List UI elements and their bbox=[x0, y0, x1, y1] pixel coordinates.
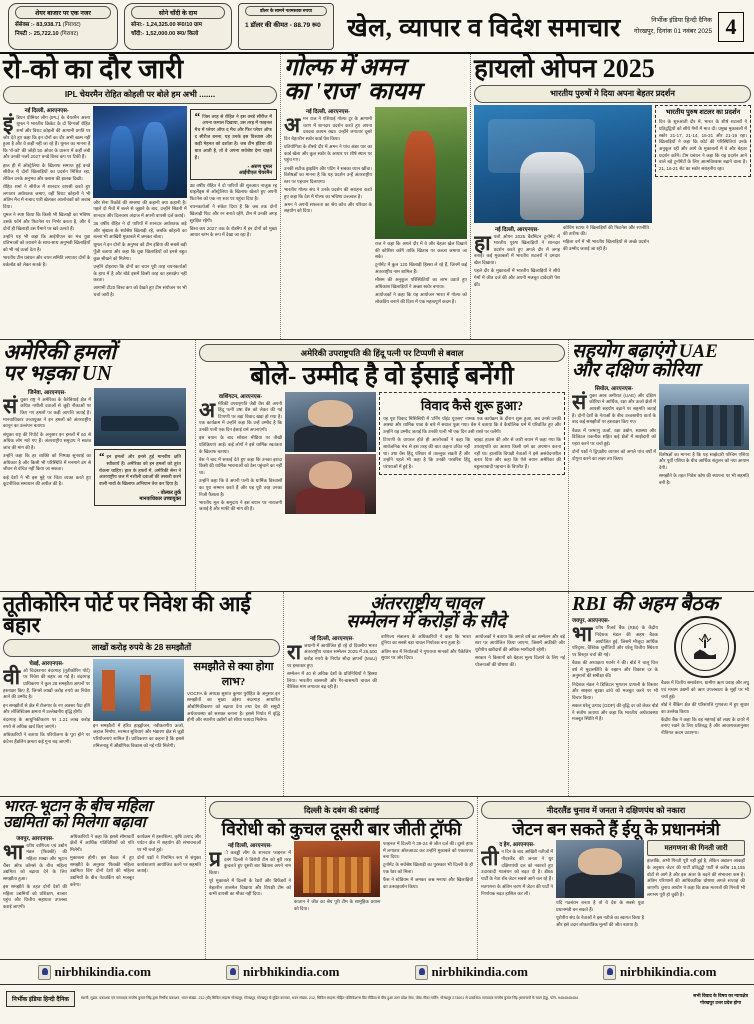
un-para: संयुक्त राष्ट्र की रिपोर्ट के अनुसार इन हमलों में 60 से अधिक लोग मारे गए हैं। अंतरराष्ट्रीय समुदाय ने स्वतंत्र जांच की मांग की है। bbox=[3, 431, 91, 450]
rice-dropcap: रा bbox=[287, 639, 302, 664]
rbi-byline: जयपुर, आरएनएस- bbox=[572, 618, 610, 625]
roko-para: आगामी टी20 विश्व कप को देखते हुए टीम संयोजन पर भी चर्चा जारी है। bbox=[93, 285, 187, 298]
rbi-logo-icon bbox=[674, 616, 736, 678]
jurisdiction-line2: गोरखपुर उत्तर प्रदेश होगा bbox=[700, 1000, 742, 1005]
netherlands-kicker: नीदरलैंड चुनाव में जनता ने दक्षिणपंथ को नकारा bbox=[481, 801, 751, 819]
sensex-note: (गिरावट) bbox=[62, 22, 81, 28]
roko-para: धूमल ने स्पष्ट किया कि किसी भी खिलाड़ी का भविष्य उसके फॉर्म और फिटनेस पर निर्भर करता है, और ये दोनों ही खिलाड़ी उस पैमाने पर खरे उतरते हैं। bbox=[3, 212, 91, 231]
rbi-headline: RBI की अहम बैठक bbox=[572, 593, 719, 615]
rice-para: सरकार ने किसानों को बेहतर मूल्य दिलाने के लिए नई योजनाओं की घोषणा की। bbox=[475, 655, 565, 667]
uae-body-cont bbox=[659, 452, 749, 487]
rbi-logo-glyph bbox=[688, 630, 722, 664]
golf-body bbox=[284, 112, 372, 215]
bhutan-headline-line1: भारत-भूटान के बीच महिला bbox=[3, 798, 152, 815]
rice-body-c3 bbox=[475, 634, 565, 669]
article-roko bbox=[0, 54, 281, 339]
bhutan-para: कार्यक्रम में हस्तशिल्प, कृषि उत्पाद और पर्यटन क्षेत्र में सहयोग की संभावनाओं पर भी चर्चा हुई। bbox=[137, 833, 201, 852]
roko-dropcap: इं bbox=[3, 111, 14, 136]
publication-place-date: गोरखपुर, दिनांक 01 नवंबर 2025 bbox=[633, 27, 712, 35]
article-un bbox=[0, 340, 196, 591]
silver-value: 1,52,000.00 रू0/ किलो bbox=[145, 30, 199, 37]
roko-para: डियन प्रीमियर लीग (IPL) के चेयरमैन अरुण धूमल ने भारतीय क्रिकेट के दो दिग्गजों रोहित शर्मा और विराट कोहली की आगामी प्रगति पर जोर देते हुए कहा कि इन दोनों का दौर अभी खत्म नहीं हुआ है और वे कहीं नहीं जा रहे हैं। धूमल का मानना है कि 'रो-को' की जोड़ी 50 ओवर के प्रारूप में कहीं लंबी और उनकी नजरें 2027 वनडे विश्व कप पर टिकी हैं। bbox=[3, 114, 91, 160]
roko-para: विश्व कप 2027 तक के रोडमैप में इन दोनों को मुख्य आधार स्तंभ के रूप में देखा जा रहा है। bbox=[189, 225, 277, 238]
vance-dispute-col2: टिप्पणी के वायरल होते ही आलोचकों ने कहा कि सार्वजनिक मंच से इस तरह की बात कहना उचित नहीं था। उषा वेंस हिंदू परिवार से ताल्लुक रखती हैं और उन्होंने पहले भी कहा है कि उनकी परवरिश हिंदू परंपराओं में हुई है। bbox=[383, 437, 471, 470]
stock-market-box bbox=[8, 3, 118, 50]
roko-headline: रो-को का दौर जारी bbox=[3, 54, 184, 84]
rice-body bbox=[287, 639, 377, 691]
rbi-body-cont bbox=[661, 680, 749, 736]
masthead-right bbox=[634, 3, 746, 50]
article-tuticorin bbox=[0, 592, 284, 796]
bhutan-headline-line2: उद्यमिता को मिलेगा बढ़ावा bbox=[3, 813, 146, 831]
roko-para: धूमल ने इन दोनों के अनुभव को टीम इंडिया की सबसे बड़ी पूँजी बताया और कहा कि युवा खिलाड़ियों को इनसे बहुत कुछ सीखने को मिलेगा। bbox=[93, 242, 187, 261]
roko-para: चयनकर्ताओं ने संकेत दिया है कि जब तक दोनों खिलाड़ी फिट और रन बनाते रहेंगे, टीम में उनकी जगह सुरक्षित रहेगी। bbox=[189, 204, 277, 223]
un-photo bbox=[94, 388, 186, 446]
golf-para: मौसम की अनुकूल परिस्थितियों का लाभ उठाते हुए अधिकांश खिलाड़ियों ने अच्छा स्कोर बनाया। bbox=[375, 277, 467, 289]
un-byline: जिनेवा, आरएनएस- bbox=[28, 389, 66, 396]
netherlands-dropcap: ती bbox=[481, 846, 499, 871]
rice-para: वाणिज्य मंत्रालय के अधिकारियों ने कहा कि भारत दुनिया का सबसे बड़ा चावल निर्यातक बना हुआ है। bbox=[381, 633, 471, 646]
uae-byline: सियोल, आरएनएस- bbox=[594, 385, 634, 392]
rice-para: अंतिम सत्र में निर्यातकों ने गुणवत्ता मानकों और पैकेजिंग सुधार पर जोर दिया। bbox=[381, 648, 471, 661]
vance-dispute-col3: व्हाइट हाउस की ओर से जारी बयान में कहा गया कि उपराष्ट्रपति का आशय किसी धर्म का अपमान करना नहीं था। हालांकि विपक्षी नेताओं ने इसे असंवेदनशील करार दिया और कहा कि ऐसे बयान अमेरिका की बहुलतावादी पहचान के विपरीत हैं। bbox=[474, 437, 561, 470]
hylo-kicker: भारतीय पुरुषों मे दिया अपना बेहतर प्रदर्शन bbox=[474, 85, 751, 103]
weblink-text[interactable]: nirbhikindia.com bbox=[620, 964, 717, 979]
tuticorin-para: अधिकारियों ने बताया कि परियोजना के पूरा होने पर कंटेनर हैंडलिंग क्षमता कई गुना बढ़ जाएगी। bbox=[3, 732, 91, 744]
hylo-headline: हायलो ओपन 2025 bbox=[474, 54, 655, 83]
delhi-para: फैंस ने स्टेडियम में जमकर जश्न मनाया और खिलाड़ियों का उत्साहवर्धन किया। bbox=[383, 877, 473, 889]
colophon bbox=[0, 985, 754, 1013]
un-quote bbox=[94, 449, 186, 506]
vance-dispute-box bbox=[379, 392, 565, 475]
article-rice bbox=[284, 592, 569, 796]
netherlands-body-c2 bbox=[556, 900, 644, 928]
tuticorin-kicker: लाखों करोड़ रुपये के 28 समझौतों bbox=[3, 639, 280, 657]
roko-quote-author: - अरुण धूमल bbox=[247, 163, 272, 170]
golf-headline-line2: का 'राज' कायम bbox=[284, 79, 421, 106]
rice-headline-line1: अंतरराष्ट्रीय चावल bbox=[370, 593, 482, 613]
roko-para: भारतीय टीम प्रबंधन और चयन समिति लगातार दोनों के वर्कलोड को लेकर सतर्क है। bbox=[3, 255, 91, 267]
article-bhutan bbox=[0, 797, 206, 959]
roko-quote bbox=[190, 109, 277, 180]
rbi-para: सकल घरेलू उत्पाद (GDP) की वृद्धि दर को लेकर बोर्ड ने संतोष जताया और कहा कि भारतीय अर्थव्यवस्था मजबूत स्थिति में है। bbox=[572, 703, 658, 722]
rbi-body bbox=[572, 622, 658, 723]
gold-silver-rows bbox=[131, 21, 225, 38]
uae-para: बैठक में परमाणु ऊर्जा, रक्षा उद्योग, स्वास्थ्य और डिजिटल तकनीक सहित कई क्षेत्रों में साझेदारी को गहरा करने पर चर्चा हुई। bbox=[572, 427, 656, 446]
dollar-rate-value bbox=[245, 18, 327, 31]
section-title: खेल, व्यापार व विदेश समाचार bbox=[347, 14, 621, 42]
hylo-para: कोचिंग स्टाफ ने खिलाड़ियों की फिटनेस और रणनीति की तारीफ की। bbox=[563, 224, 649, 237]
sensex-value: 83,938.71 bbox=[36, 22, 62, 28]
uae-para: दोनों पक्षों ने द्विपक्षीय व्यापार को अगले पांच वर्षों में दोगुना करने का लक्ष्य तय किया। bbox=[572, 449, 656, 461]
netherlands-para: मतगणना के अंतिम चरण में जेटन की पार्टी ने निर्णायक बढ़त हासिल कर ली। bbox=[481, 884, 553, 896]
delhi-kicker: दिल्ली के दबंग की दबंगाई bbox=[209, 801, 474, 819]
rbi-para: बैठक में वित्तीय समावेशन, ग्रामीण ऋण प्रवाह और लघु एवं मध्यम उद्यमों को ऋण उपलब्धता के मुद्दों पर भी चर्चा हुई। bbox=[661, 680, 749, 699]
delhi-para: टूर्नामेंट के सर्वश्रेष्ठ खिलाड़ी का पुरस्कार भी दिल्ली के ही एक रेडर को मिला। bbox=[383, 862, 473, 874]
article-uae bbox=[569, 340, 754, 591]
netherlands-byline: द हेग, आरएनएस- bbox=[499, 842, 535, 849]
uae-dropcap: सं bbox=[572, 389, 587, 414]
rice-body-c2 bbox=[381, 634, 471, 662]
tuticorin-para: बंदरगाह के आधुनिकीकरण पर 1.21 लाख करोड़ रुपये से अधिक खर्च किए जाएंगे। bbox=[3, 717, 91, 730]
hylo-body-cont bbox=[563, 225, 649, 253]
un-quote-text: “ इन हमलों और इनसे हुई मानवीय क्षति स्वीकार्य हैं। अमेरिका को इन हमलों को तुरंत रोकना चाहिए। हाल के हफ्तों में, अमेरिकी सेना ने अंतरराष्ट्रीय जल में नशीली दवाओं की तस्करी करने वाली नावों के खिलाफ अभियान तेज कर दिया है। bbox=[99, 450, 181, 487]
hylo-photo bbox=[474, 105, 652, 223]
roko-byline: नई दिल्ली, आरएनएस- bbox=[24, 107, 69, 114]
golf-byline: नई दिल्ली, आरएनएस- bbox=[306, 108, 350, 115]
weblink-text[interactable]: nirbhikindia.com bbox=[243, 964, 340, 979]
tuticorin-benefit-text: VOCPA के अध्यक्ष सुशांत कुमार पुरोहित के अनुसार इन समझौतों का मुख्य उद्देश्य बंदरगाह आधारित औद्योगिकीकरण को बढ़ावा देना तथा देश की समुद्री अर्थव्यवस्था को सशक्त बनाना है। इससे निर्यात में वृद्धि होगी और स्थानीय उद्योगों को सीधा फायदा मिलेगा। bbox=[187, 690, 280, 723]
hylo-para: महिला वर्ग में भी भारतीय खिलाड़ियों से अच्छे प्रदर्शन की उम्मीद जताई जा रही है। bbox=[563, 239, 649, 251]
vance-photo-male bbox=[285, 392, 376, 452]
weblink-item[interactable] bbox=[566, 964, 754, 980]
roko-body bbox=[3, 111, 91, 269]
roko-para: 38 वर्षीय रोहित ने दो पारियों की शुरुआत नाजुक रह थाइलैंड्स से ऑस्ट्रेलिया के खिलाफ खेलते हुए अपनी फिटनेस को एक नए स्तर पर पहुंचा दिया है। bbox=[189, 182, 277, 202]
vance-photo-female bbox=[285, 454, 376, 514]
hylo-byline: नई दिल्ली, आरएनएस- bbox=[495, 226, 539, 233]
roko-para: हाल ही में ऑस्ट्रेलिया के खिलाफ समाप्त हुई वनडे सीरीज में दोनों खिलाड़ियों का प्रदर्शन मिश्रित रहा, लेकिन उनके अनुभव और क्लास की झलक दिखी। bbox=[3, 162, 91, 181]
bhutan-para: रतीय वाणिज्य एवं उद्योग मंडल (फिक्की) की महिला शाखा और भूटान चैंबर ऑफ कॉमर्स के बीच महिला उद्यमिता को बढ़ावा देने के लिए समझौता हुआ। bbox=[3, 842, 67, 881]
roko-para: और सेना रिकॉर्ड की समस्या की कहानी क्या कहानी है। पहले दो मैचों में बल्ले से जूझने के बाद, उन्होंने सिडनी में शानदार और दिलचस्प अंदाज में अपनी वापसी दर्ज कराई। bbox=[93, 199, 187, 218]
delhi-photo bbox=[294, 841, 380, 897]
roko-right-body bbox=[93, 200, 186, 299]
un-para: कई देशों ने भी इस मुद्दे पर चिंता व्यक्त करते हुए कूटनीतिक समाधान की अपील की है। bbox=[3, 474, 91, 487]
uae-headline-line1: सहयोग बढ़ाएंगे UAE bbox=[572, 341, 718, 362]
delhi-body-c2 bbox=[294, 899, 380, 912]
golf-para: अमन ने अपनी सफलता का श्रेय कोच और परिवार के सहयोग को दिया। bbox=[284, 201, 372, 214]
bhutan-body bbox=[3, 839, 67, 911]
vance-body bbox=[199, 397, 283, 514]
masthead-center bbox=[340, 3, 628, 50]
article-golf bbox=[281, 54, 471, 339]
bhutan-para: इस समझौते के तहत दोनों देशों की महिला उद्यमियों को प्रशिक्षण, बाजार पहुंच और वित्तीय सहायता उपलब्ध कराई जाएगी। bbox=[3, 884, 67, 909]
article-hylo bbox=[471, 54, 754, 339]
bhutan-body-c3 bbox=[137, 834, 201, 875]
delhi-body bbox=[209, 846, 291, 898]
colophon-badge: निर्भीक इंडिया हिन्दी दैनिक bbox=[6, 991, 75, 1007]
jurisdiction-line1: सभी विवाद के विषय का न्यायक्षेत्र bbox=[693, 992, 748, 998]
uae-headline-line2: और दक्षिण कोरिया bbox=[572, 360, 700, 382]
quote-mark-icon: “ bbox=[194, 110, 201, 123]
nifty-label: निफ्टी :- bbox=[15, 30, 33, 37]
band-business bbox=[0, 592, 754, 797]
golf-body2 bbox=[375, 241, 467, 305]
tuticorin-byline: चेन्नई, आरएनएस- bbox=[29, 660, 64, 667]
publication-name: निर्भीक इंडिया हिन्दी दैनिक bbox=[651, 16, 712, 24]
tuticorin-para: ओ चिदंबरनार बंदरगाह (तूतीकोरिन पोर्ट) पर निवेश की बहार आ गई है। बंदरगाह प्राधिकरण ने कुल 28 समझौता ज्ञापनों पर हस्ताक्षर किए हैं, जिनसे लाखों करोड़ रुपये का निवेश आने की उम्मीद है। bbox=[3, 667, 91, 700]
vance-para: भारतीय मूल के समुदाय ने इस बयान पर नाराजगी जताई है और माफी की मांग की है। bbox=[199, 499, 283, 512]
golf-photo bbox=[375, 107, 467, 239]
roko-quote-after bbox=[190, 183, 277, 239]
site-logo-icon bbox=[38, 965, 51, 980]
tuticorin-para: इन समझौतों से क्षेत्र में रोजगार के नए अवसर पैदा होंगे और लॉजिस्टिक्स क्षमता में उल्लेखनीय वृद्धि होगी। bbox=[3, 702, 91, 715]
netherlands-para: यदि गठबंधन बनता है तो वे देश के सबसे युवा प्रधानमंत्री बन सकते हैं। bbox=[556, 900, 644, 912]
un-quote-role: मानवाधिकार उच्चायुक्त bbox=[139, 496, 181, 503]
nifty-value: 25,722.10 bbox=[33, 30, 59, 37]
golf-para: प्रतियोगिता के तीसरे दौर में अमन ने पांच अंडर पार का कार्ड खेला और कुल स्कोर के आधार पर शीर्ष स्थान पर पहुंच गए। bbox=[284, 144, 372, 163]
vance-byline: वाशिंगटन, आरएनएस- bbox=[218, 393, 263, 400]
golf-headline-line1: गोल्फ में अमन bbox=[284, 55, 405, 81]
article-rbi bbox=[569, 592, 754, 796]
vance-kicker: अमेरिकी उपराष्ट्रपति की हिंदू पत्नी पर टिप्पणी से बवाल bbox=[199, 344, 565, 362]
golf-para: मन राज ने एशियाई गोल्फ टूर के आगामी चरण में शानदार प्रदर्शन करते हुए अपना दबदबा कायम रखा। उन्होंने लगातार दूसरे दिन बेहतरीन स्कोर कार्ड पेश किया। bbox=[284, 115, 372, 141]
publication-info bbox=[634, 16, 712, 38]
page-number: 4 bbox=[718, 12, 744, 42]
uae-para: समझौते के तहत निवेश कोष की स्थापना पर भी सहमति बनी है। bbox=[659, 473, 749, 485]
vance-headline: बोले- उम्मीद है वो ईसाई बनेंगी bbox=[250, 363, 514, 390]
bhutan-dropcap: भा bbox=[3, 839, 24, 864]
weblink-bar bbox=[0, 959, 754, 985]
weblink-item[interactable] bbox=[189, 964, 378, 980]
tuticorin-benefit-title: समझौते से क्या होगा लाभ? bbox=[193, 660, 274, 688]
roko-quote-text: “ जिस तरह से रोहित ने इस वनडे सीरीज में अपना कमाल दिखाया, उस तरह में फाइनल मैच में प्लेयर ऑफ द मैच और फिर प्लेयर ऑफ द सीरीज बनना, यह उनके इस विश्वास और कड़ी मेहनत को दर्शाता है। जब टीम इंडिया की बात आती है, तो वे अपना सर्वश्रेष्ठ देना चाहते हैं। bbox=[194, 110, 272, 160]
band-world bbox=[0, 340, 754, 592]
gold-value: 1,24,325.00 रू0/10 ग्राम bbox=[146, 22, 202, 28]
hylo-body bbox=[474, 230, 560, 289]
netherlands-para: न दिन के बाद आखिरी नतीजों में नीदरलैंड की जनता ने धुर दक्षिणपंथी दल को नकारते हुए उदारवादी गठबंधन को बढ़त दी है। डी66 पार्टी के नेता रॉब जेटन सबसे आगे चल रहे हैं। bbox=[481, 849, 553, 881]
bhutan-para: अधिकारियों ने कहा कि इससे सीमावर्ती क्षेत्रों में आर्थिक गतिविधियों को गति मिलेगी। bbox=[70, 833, 134, 852]
delhi-body-c3 bbox=[383, 841, 473, 891]
weblink-item[interactable] bbox=[377, 964, 566, 980]
tuticorin-photo-note bbox=[93, 723, 184, 750]
netherlands-headline: जेटन बन सकते हैं ईयू के प्रधानमंत्री bbox=[512, 820, 720, 839]
rbi-para: रतीय रिजर्व बैंक (RBI) के केंद्रीय निदेशक मंडल की अहम बैठक आयोजित हुई, जिसमें मौजूदा आर्थिक परिदृश्य, वैश्विक चुनौतियों और घरेलू वित्तीय स्थिरता पर विस्तृत चर्चा की गई। bbox=[572, 625, 658, 658]
weblink-text[interactable]: nirbhikindia.com bbox=[54, 964, 151, 979]
vance-dropcap: अ bbox=[199, 397, 216, 422]
vance-para: मेरिकी उपराष्ट्रपति जेडी वेंस की अपनी हिंदू पत्नी उषा वेंस को लेकर की गई टिप्पणी पर बड़ा विवाद खड़ा हो गया है। एक कार्यक्रम में उन्होंने कहा कि उन्हें उम्मीद है कि उनकी पत्नी एक दिन ईसाई धर्म अपनाएंगी। bbox=[199, 400, 283, 433]
un-headline-line1: अमेरिकी हमलों bbox=[3, 340, 116, 364]
gold-silver-box bbox=[124, 3, 232, 50]
golf-para: आयोजकों ने कहा कि यह आयोजन भारत में गोल्फ को लोकप्रिय बनाने की दिशा में एक महत्वपूर्ण कदम है। bbox=[375, 292, 467, 304]
golf-para: भारतीय गोल्फ संघ ने उनके प्रदर्शन की सराहना करते हुए कहा कि देश में गोल्फ का भविष्य उज्ज्वल है। bbox=[284, 187, 372, 199]
un-para: उन्होंने कहा कि हर व्यक्ति को निष्पक्ष सुनवाई का अधिकार है और किसी भी परिस्थिति में मनमाने ढंग से जीवन से वंचित नहीं किया जा सकता। bbox=[3, 453, 91, 472]
uae-photo bbox=[659, 384, 749, 450]
roko-photo bbox=[93, 106, 186, 198]
tuticorin-para: इन समझौतों में हरित हाइड्रोजन, नवीकरणीय ऊर्जा, जहाज निर्माण, मरम्मत सुविधाएं और भंडारण क्षेत्र से जुड़ी परियोजनाएं शामिल हैं। प्राधिकरण का कहना है कि इससे तमिलनाडु में औद्योगिक विकास को नई गति मिलेगी। bbox=[93, 722, 185, 748]
delhi-para: पूरे मुकाबले में दिल्ली के रेडरों और डिफेंडरों ने बेहतरीन तालमेल दिखाया और विपक्षी टीम को कभी वापसी का मौका नहीं दिया। bbox=[209, 877, 291, 897]
bhutan-para: मुकाबला होगी। इस बैठक में हुए समझौते के अनुसार 'फिक्की महिला उद्यमिता विंग' दोनों देशों की महिला उद्यमियों के बीच नेटवर्किंग को मजबूत करेगा। bbox=[70, 855, 134, 887]
delhi-byline: नई दिल्ली, आरएनएस- bbox=[228, 842, 272, 849]
dollar-rate-box bbox=[238, 3, 334, 50]
hylo-para: पहले दौर के मुकाबलों में भारतीय खिलाड़ियों ने सीधे गेमों में जीत दर्ज की और अपनी मजबूत दावेदारी पेश की। bbox=[474, 268, 560, 287]
rbi-para: बैठक की अध्यक्षता गवर्नर ने की। बोर्ड ने चालू वित्त वर्ष में मुद्रास्फीति के रुझान और विकास दर के अनुमानों की समीक्षा की। bbox=[572, 660, 658, 679]
vance-dispute-text: यह पूरा विवाद मिसिसिपी में 'टर्निंग पॉइंट यूएसए' नामक एक कार्यक्रम के दौरान शुरू हुआ, जब उनसे उनकी आस्था और धार्मिक यात्रा के बारे में सवाल पूछा गया। वेंस ने बताया कि वे कैथोलिक धर्म में परिवर्तित हुए और उन्होंने यह उम्मीद जताई कि उनकी पत्नी भी एक दिन उसी रास्ते पर चलेंगी। bbox=[383, 415, 561, 434]
rice-para: सम्मेलन में 40 से अधिक देशों के प्रतिनिधियों ने हिस्सा लिया। भारतीय बासमती और गैर-बासमती चावल की वैश्विक मांग लगातार बढ़ रही है। bbox=[287, 670, 377, 690]
rbi-dropcap: भा bbox=[572, 622, 593, 647]
roko-para: रोहित शर्मा ने सीरीज में शानदार वापसी करते हुए लगातार अर्धशतक जमाए, वहीं विराट कोहली ने भी अंतिम मैच में नाबाद पारी खेलकर आलोचकों को जवाब दिया। bbox=[3, 184, 91, 210]
hylo-dropcap: हा bbox=[474, 230, 491, 255]
delhi-para: ो कबड्डी लीग के शानदार फाइनल में दबंग दिल्ली ने विरोधी टीम को बुरी तरह कुचलते हुए दूसरी बार खिताब अपने नाम किया। bbox=[209, 849, 291, 875]
un-para: युक्त राष्ट्र ने अमेरिका के कैरेबियाई क्षेत्र में कथित नशीली दवाओं से जुड़ी नौकाओं पर किए गए हमलों पर कड़ी आपत्ति जताई है। मानवाधिकार उच्चायुक्त ने इन हमलों को अंतरराष्ट्रीय कानून का उल्लंघन बताया। bbox=[3, 396, 91, 429]
stock-market-rows bbox=[15, 21, 111, 38]
vance-dispute-title: विवाद कैसे शुरू हुआ? bbox=[420, 397, 524, 413]
hylo-para: यलो ओपन 2025 बैडमिंटन टूर्नामेंट में भारतीय पुरुष खिलाड़ियों ने शानदार प्रदर्शन करते हुए अगले दौर में जगह बनाई। कई मुकाबलों में भारतीय शटलरों ने दमदार खेल दिखाया। bbox=[474, 233, 560, 266]
weblink-text[interactable]: nirbhikindia.com bbox=[431, 964, 528, 979]
tuticorin-dropcap: वी bbox=[3, 664, 21, 689]
golf-para: उनकी सटीक ड्राइविंग और पटिंग ने सबका ध्यान खींचा। विशेषज्ञों का मानना है कि यह प्रदर्शन उन्हें अंतरराष्ट्रीय स्तर पर पहचान दिलाएगा। bbox=[284, 165, 372, 184]
netherlands-sidebar-title: मतगणना की गिनती जारी bbox=[647, 840, 745, 856]
stock-market-tag: शेयर बाजार पर एक नजर bbox=[15, 6, 111, 19]
roko-para: उन्होंने यह भी कहा कि आईपीएल का मंच युवा प्रतिभाओं को तराशने के साथ-साथ अनुभवी खिलाड़ियों को भी नई ऊर्जा देता है। bbox=[3, 233, 91, 252]
delhi-headline: विरोधी को कुचल दूसरी बार जीती ट्रॉफी bbox=[221, 819, 462, 839]
hylo-sidebar bbox=[655, 105, 751, 177]
article-delhi bbox=[206, 797, 478, 959]
uae-para: विशेषज्ञों का मानना है कि यह साझेदारी पश्चिम एशिया और पूर्वी एशिया के बीच आर्थिक संतुलन को नया आयाम देगी। bbox=[659, 451, 749, 471]
un-dropcap: सं bbox=[3, 393, 18, 418]
colophon-text: स्वामी, मुद्रक, प्रकाशक एवं सम्पादक सन्तोष कुमार सिंह द्वारा निर्भीक प्रकाशन, भवन संख्या- 212 (बी) सिविल लाइन्स गोरखपुर, गोरखपुर, गोरखपुर से मुद्रित कराकर, भवन संख्या- 212, सिविल लाइन्स मोहित पब्लिकेशन्स प्रिंट मीडिया से बीच हुआ उत्तर प्रदेश सेवा, पोस्ट-नौका मार्टिन, गोरखपुर 273001 से प्रकाशित। सम्पादक सन्तोष कुमार सिंह (समाचारों के चयन हेतु), फोन- 9454545454 bbox=[81, 996, 579, 1001]
delhi-para: फाइनल में दिल्ली ने 39-24 से जीत दर्ज की। दूसरे हाफ में लगातार ऑलआउट कर उन्होंने मुकाबले को एकतरफा बना दिया। bbox=[383, 840, 473, 860]
roko-kicker: IPL चेयरमैन रोहित कोहली पर बोले हम अभी ....... bbox=[3, 86, 277, 104]
site-logo-icon bbox=[603, 965, 616, 980]
rice-para: जधानी में आयोजित हो रहे दो दिवसीय भारत अंतरराष्ट्रीय चावल सम्मेलन 2025 में 26,500 करोड़ रुपये के निर्यात सौदा ज्ञापनों (MoU) पर हस्ताक्षर हुए। bbox=[287, 642, 377, 668]
rice-byline: नई दिल्ली, आरएनएस- bbox=[310, 635, 354, 642]
dollar-rate-text: 1 डॉलर की कीमत - 88.79 रू0 bbox=[245, 22, 321, 29]
golf-dropcap: अ bbox=[284, 112, 301, 137]
tuticorin-headline: तूतीकोरिन पोर्ट पर निवेश की आई बहार bbox=[3, 592, 251, 638]
site-logo-icon bbox=[226, 965, 239, 980]
hylo-sidebar-title: भारतीय पुरुष शटलर का प्रदर्शन bbox=[665, 108, 741, 116]
golf-para: टूर्नामेंट में कुल 120 खिलाड़ी हिस्सा ले रहे हैं, जिनमें कई अंतरराष्ट्रीय नाम शामिल हैं। bbox=[375, 262, 467, 275]
article-netherlands bbox=[478, 797, 754, 959]
gold-silver-tag: सोने चाँदी के दाम bbox=[131, 6, 225, 19]
rbi-para: निदेशक मंडल ने डिजिटल भुगतान प्रणाली के विस्तार और साइबर सुरक्षा ढांचे को मजबूत करने पर भी विचार किया। bbox=[572, 681, 658, 700]
vance-para: वेंस ने बाद में सफाई देते हुए कहा कि उनका इरादा किसी की धार्मिक भावनाओं को ठेस पहुंचाने का नहीं था। bbox=[199, 456, 283, 476]
un-body bbox=[3, 393, 91, 488]
delhi-para: कप्तान ने जीत का श्रेय पूरी टीम के सामूहिक प्रयास को दिया। bbox=[294, 898, 380, 911]
un-quote-author: - वोल्कर तुर्क bbox=[157, 490, 181, 497]
delhi-dropcap: प्र bbox=[209, 846, 221, 871]
article-vance bbox=[196, 340, 569, 591]
roko-para: 36 वर्षीय रोहित ने दो पारियों में शानदार अर्धशतक जड़े और श्रृंखला के सर्वश्रेष्ठ खिलाड़ी रहे, जबकि कोहली का बल्ला भी आखिरी मुकाबले में जमकर बोला। bbox=[93, 221, 187, 240]
masthead bbox=[0, 0, 754, 54]
tuticorin-body bbox=[3, 664, 91, 746]
site-logo-icon bbox=[415, 965, 428, 980]
silver-label: चाँदी:- bbox=[131, 30, 145, 37]
bhutan-byline: जयपुर, आरएनएस- bbox=[16, 835, 54, 842]
dollar-rate-tag: डॉलर के सामने नतमस्तक रुपया bbox=[245, 6, 327, 16]
bhutan-body-c2 bbox=[70, 834, 134, 889]
sensex-label: सेंसेक्स :- bbox=[15, 22, 35, 28]
nifty-note: (गिरावट) bbox=[60, 30, 79, 37]
vance-para: उन्होंने कहा कि वे अपनी पत्नी के धार्मिक विश्वासों का पूरा सम्मान करते हैं और यह पूरी तरह उनका निजी फैसला है। bbox=[199, 478, 283, 497]
netherlands-photo bbox=[556, 840, 644, 898]
rbi-para: बोर्ड ने बैंकिंग क्षेत्र की परिसंपत्ति गुणवत्ता में हुए सुधार का उल्लेख किया। bbox=[661, 701, 749, 714]
roko-quote-role: आईपीएल चेयरमैन bbox=[238, 169, 272, 176]
bhutan-para: दोनों पक्षों ने नियमित रूप से संयुक्त कार्यशालाएं आयोजित करने पर सहमति जताई। bbox=[137, 855, 201, 874]
golf-para: राज ने कहा कि अगले दौर में वे और बेहतर खेल दिखाने की कोशिश करेंगे ताकि खिताब पर कब्जा जमाया जा सके। bbox=[375, 240, 467, 260]
netherlands-para: यूरोपीय संघ के नेताओं ने इस नतीजे का स्वागत किया है और इसे उदार लोकतांत्रिक मूल्यों की जीत बताया है। bbox=[556, 915, 644, 927]
netherlands-body bbox=[481, 846, 553, 897]
rice-para: आयोजकों ने बताया कि अगले वर्ष का सम्मेलन और बड़े स्तर पर आयोजित किया जाएगा, जिसमें अफ्रीकी और यूरोपीय खरीदारों की अधिक भागीदारी रहेगी। bbox=[475, 633, 565, 653]
colophon-jurisdiction bbox=[693, 992, 748, 1007]
gold-label: सोना:- bbox=[131, 22, 145, 28]
roko-para: उन्होंने दोहराया कि दोनों का चयन पूरी तरह चयनकर्ताओं के हाथ में है और बोर्ड इसमें किसी तरह का हस्तक्षेप नहीं करता। bbox=[93, 263, 187, 283]
band-sports bbox=[0, 54, 754, 340]
rice-headline-line2: सम्मेलन में करोड़ों के सौदे bbox=[346, 611, 506, 632]
uae-body bbox=[572, 389, 656, 463]
un-headline-line2: पर भड़का UN bbox=[3, 361, 112, 386]
uae-para: युक्त अरब अमीरात (UAE) और दक्षिण कोरिया ने आर्थिक, रक्षा और ऊर्जा क्षेत्रों में आपसी सहयोग बढ़ाने पर सहमति जताई है। दोनों देशों के नेताओं के बीच उच्चस्तरीय वार्ता के बाद कई समझौतों पर हस्ताक्षर किए गए। bbox=[572, 392, 656, 425]
rbi-para: केंद्रीय बैंक ने कहा कि वह महंगाई को लक्ष्य के दायरे में बनाए रखने के लिए प्रतिबद्ध है और आवश्यकतानुसार नीतिगत कदम उठाएगा। bbox=[661, 716, 749, 735]
quote-mark-icon: “ bbox=[99, 450, 105, 463]
weblink-item[interactable] bbox=[0, 964, 189, 980]
vance-para: इस बयान के बाद सोशल मीडिया पर तीखी प्रतिक्रियाएं आईं। कई लोगों ने इसे धार्मिक स्वतंत्रता के खिलाफ बताया। bbox=[199, 435, 283, 454]
hylo-sidebar-body: दिन के शुरुआती दौर में, भारत के शीर्ष शटलरों ने प्रतिद्वंद्वियों को सीधे गेमों में मात दी। प्रमुख मुकाबलों में स्कोर 21-17, 21-14, 15-21 और 21-19 रहा। खिलाड़ियों ने कहा कि कोर्ट की परिस्थितियां उनके अनुकूल रहीं और आगे के मुकाबलों में वे और बेहतर प्रदर्शन करेंगे। टीम प्रबंधन ने कहा कि यह प्रदर्शन आने वाले बड़े टूर्नामेंटों के लिए आत्मविश्वास बढ़ाने वाला है। 21, 16-21 सेट का स्कोर सराहनीय रहा। bbox=[659, 119, 747, 171]
tuticorin-photo bbox=[93, 659, 184, 721]
band-mixed bbox=[0, 797, 754, 959]
netherlands-sidebar-body: हालांकि, अभी गिनती पूरी नहीं हुई है, लेकिन अद्यतन आंकड़ों के अनुसार जेटन की पार्टी प्रतिद्वंद्वी पार्टी से करीब 15,155 वोटों से आगे है और इस अंतर के बढ़ने की संभावना कम है। अंतिम परिणामों की आधिकारिक घोषणा अगले सप्ताह की जाएगी। चुनाव आयोग ने कहा कि डाक मतपत्रों की गिनती भी लगभग पूरी हो चुकी है। bbox=[647, 858, 745, 897]
